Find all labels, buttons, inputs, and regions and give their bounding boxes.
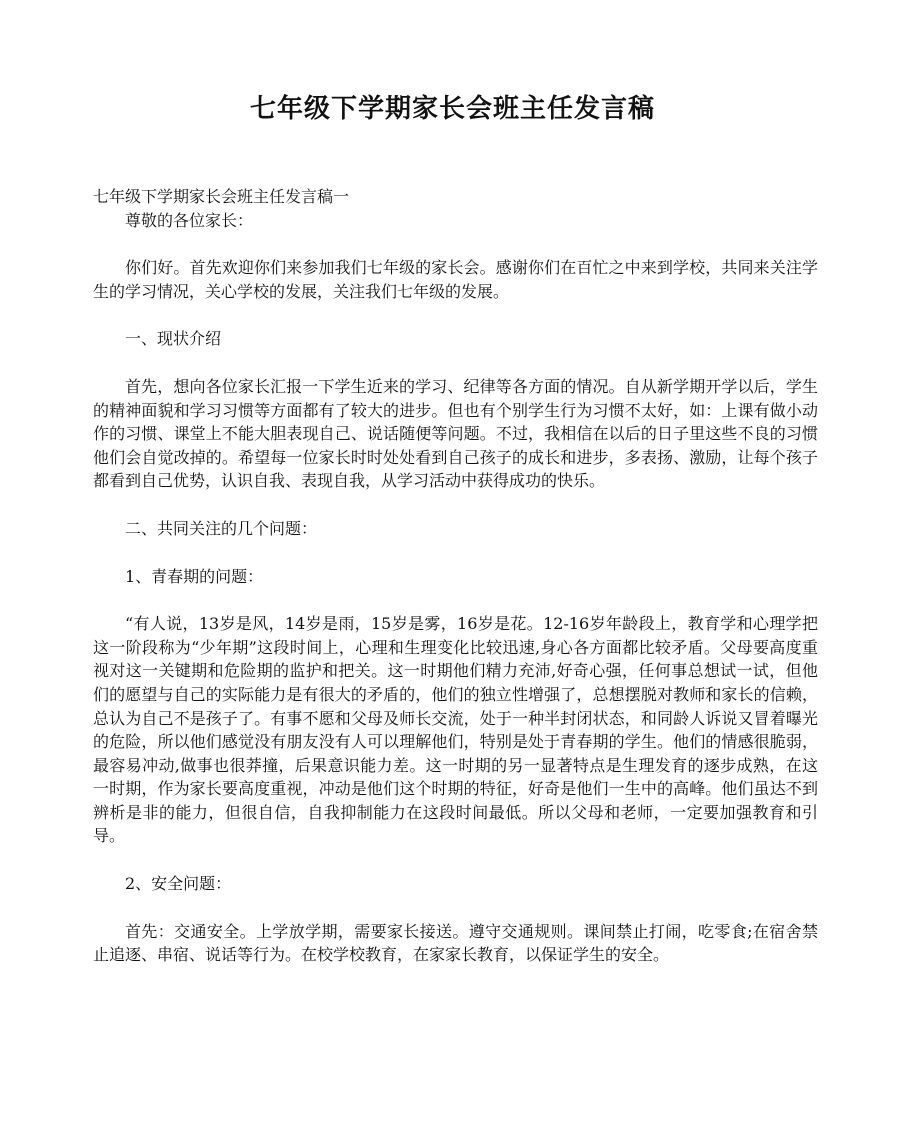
salutation: 尊敬的各位家长： — [125, 210, 254, 230]
issue-1-heading: 1、青春期的问题： — [125, 566, 264, 586]
issue-1-paragraph: “有人说，13岁是风，14岁是雨，15岁是雾，16岁是花。12-16岁年龄段上，教育学和心理学把这一阶段称为“少年期”这段时间上，心理和生理变化比较迅速,身心各方面都比较矛盾。父母要高度重视对这一关键期和危险期的监护和把关。这一时期他们精力充沛,好奇心强，任何事总想试一试，但他们的愿望与自己的实际能力是有很大的矛盾的，他们的独立性增强了，总想摆脱对教师和家长的信赖，总认为自己不是孩子了。有事不愿和父母及师长交流，处于一种半封闭状态，和同龄人诉说又冒着曝光的危险，所以他们感觉没有朋友没有人可以理解他们，特别是处于青春期的学生。他们的情感很脆弱，最容易冲动,做事也很莽撞，后果意识能力差。这一时期的另一显著特点是生理发育的逐步成熟，在这一时期，作为家长要高度重视，冲动是他们这个时期的特征，好奇是他们一生中的高峰。他们虽达不到辨析是非的能力，但很自信，自我抑制能力在这段时间最低。所以父母和老师，一定要加强教育和引导。 — [93, 614, 818, 846]
issue-2-paragraph: 首先：交通安全。上学放学期，需要家长接送。遵守交通规则。课间禁止打闹，吃零食;在宿舍禁止追逐、串宿、说话等行为。在校学校教育，在家家长教育，以保证学生的安全。 — [93, 921, 818, 965]
document-title: 七年级下学期家长会班主任发言稿 — [249, 94, 655, 124]
document-subtitle: 七年级下学期家长会班主任发言稿一 — [93, 187, 350, 206]
section-1-paragraph: 首先，想向各位家长汇报一下学生近来的学习、纪律等各方面的情况。自从新学期开学以后，学生的精神面貌和学习习惯等方面都有了较大的进步。但也有个别学生行为习惯不太好，如：上课有做小动作的习惯、课堂上不能大胆表现自己、说话随便等问题。不过，我相信在以后的日子里这些不良的习惯他们会自觉改掉的。希望每一位家长时时处处看到自己孩子的成长和进步，多表扬、激励，让每个孩子都看到自己优势，认识自我、表现自我，从学习活动中获得成功的快乐。 — [93, 376, 818, 491]
greeting-paragraph: 你们好。首先欢迎你们来参加我们七年级的家长会。感谢你们在百忙之中来到学校，共同来关注学生的学习情况，关心学校的发展，关注我们七年级的发展。 — [93, 258, 818, 301]
section-1-heading: 一、现状介绍 — [125, 329, 222, 349]
document-body — [93, 185, 818, 967]
issue-2-heading: 2、安全问题： — [125, 874, 232, 894]
section-2-heading: 二、共同关注的几个问题： — [125, 518, 318, 538]
